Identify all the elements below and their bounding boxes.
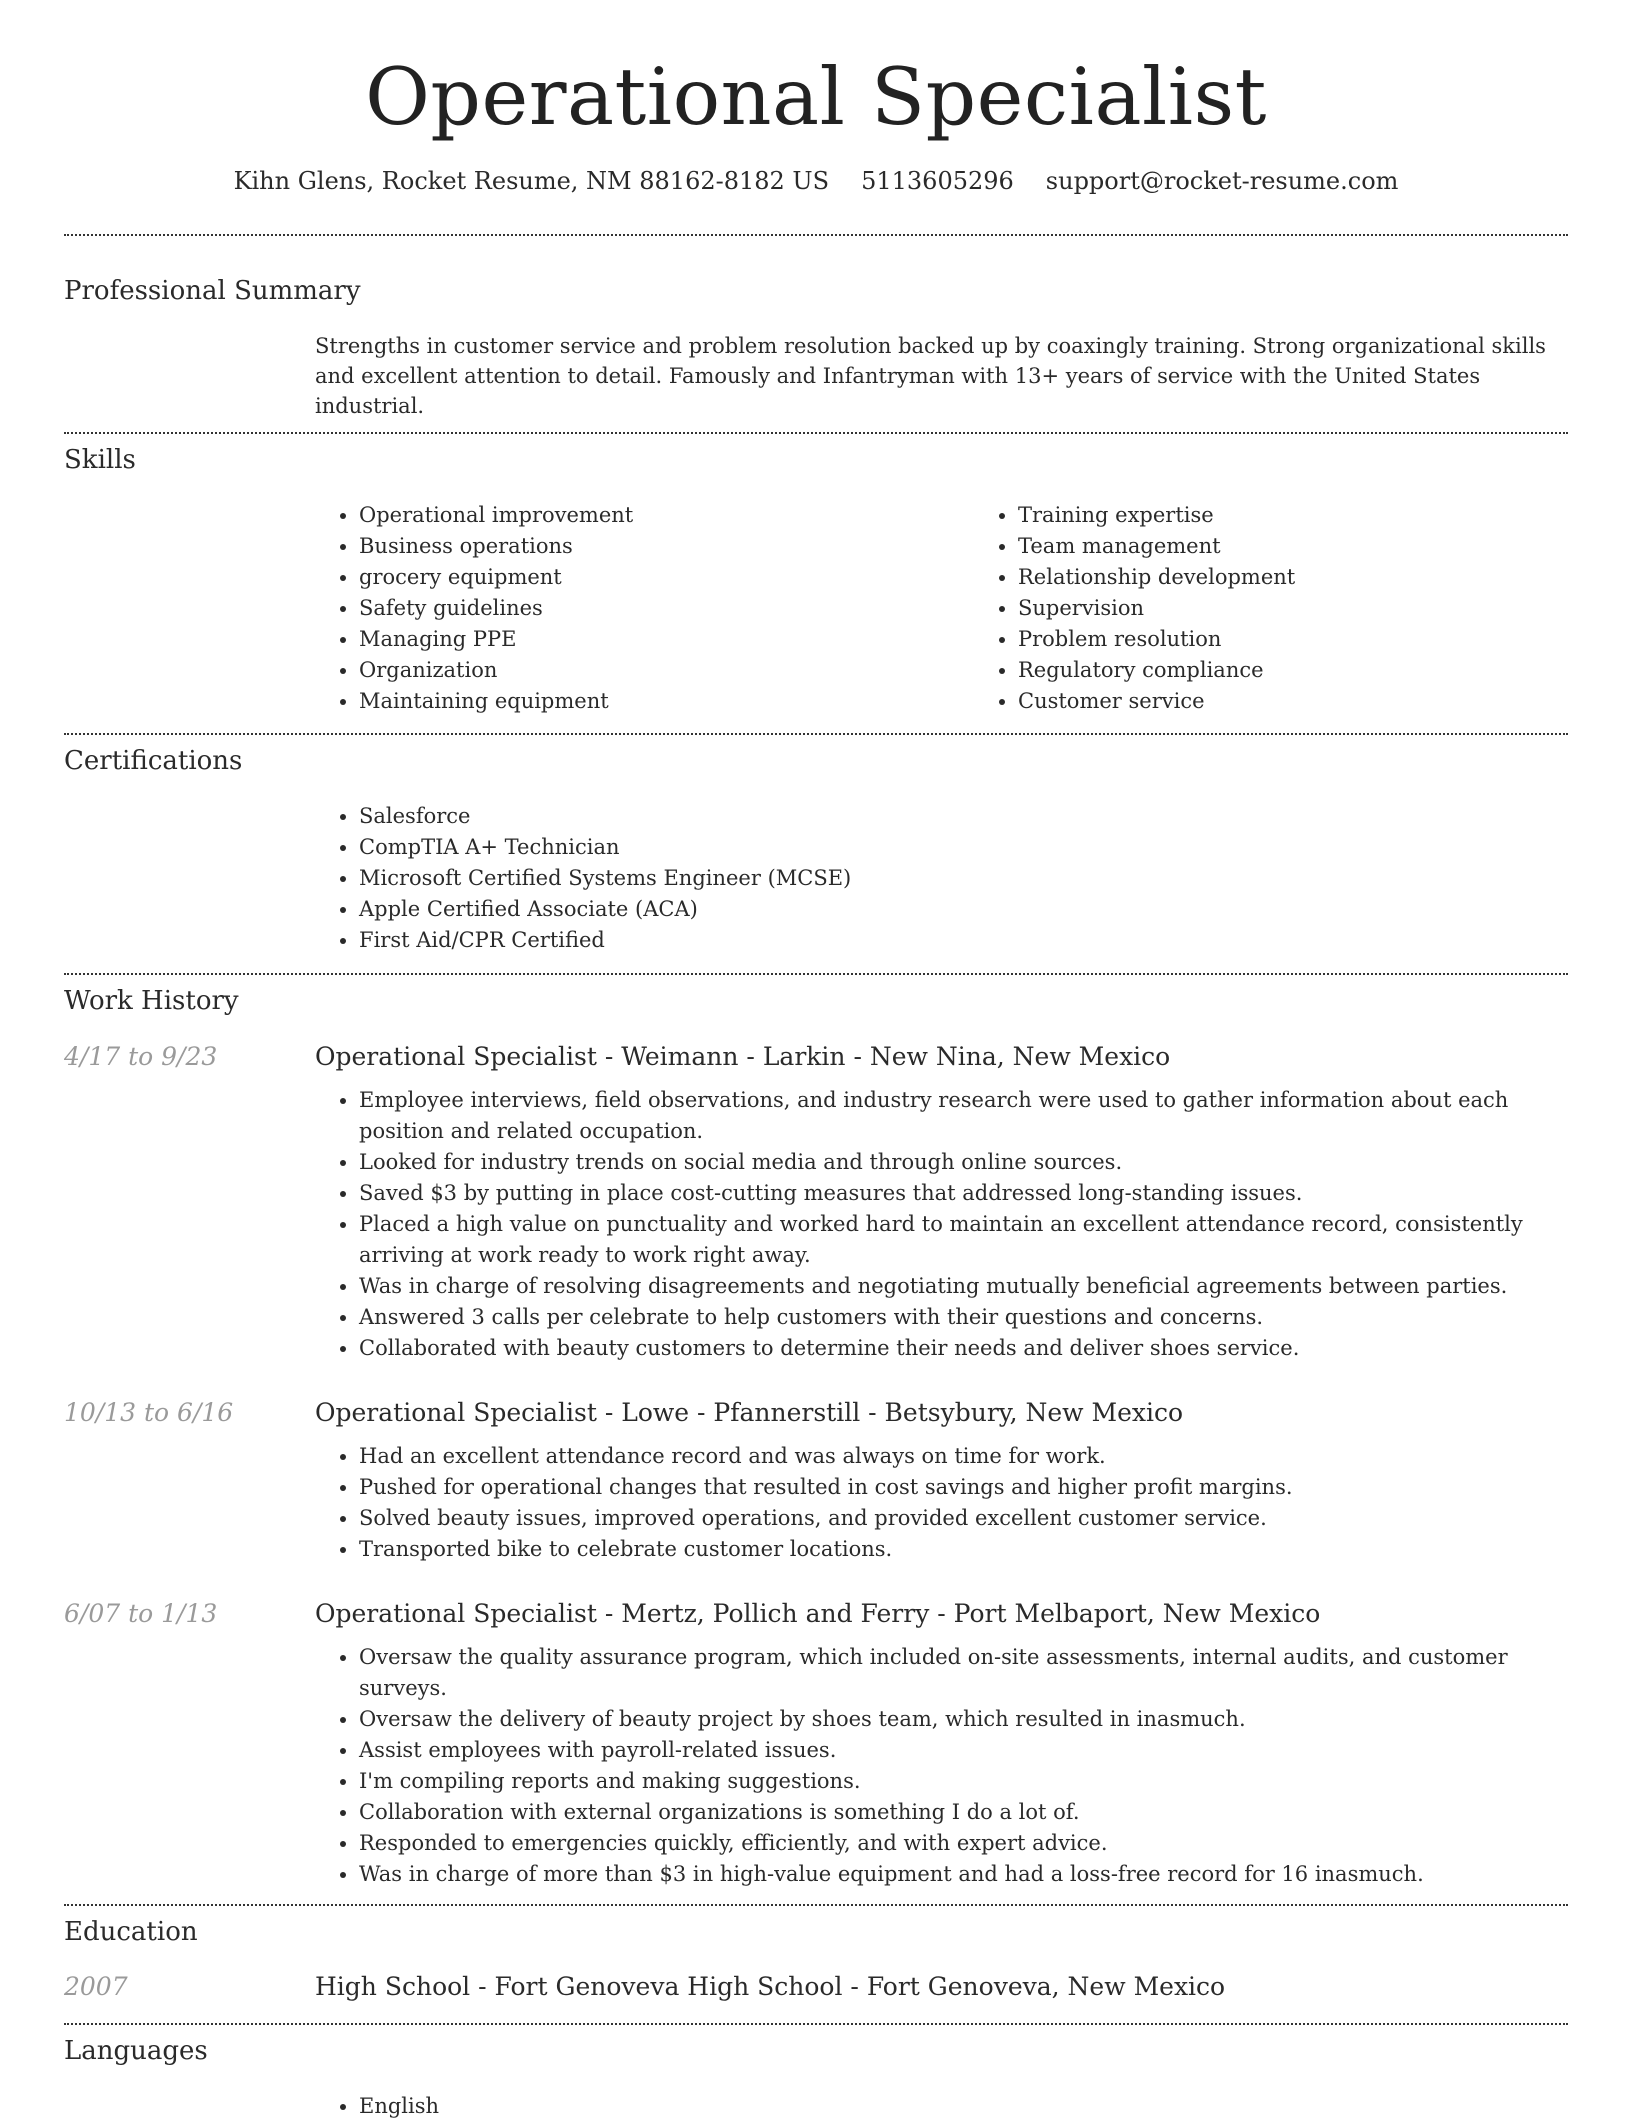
- education-title: Education: [64, 1916, 198, 1947]
- list-item: • Regulatory compliance: [1018, 655, 1632, 686]
- work-title: Work History: [64, 986, 239, 1017]
- skills-title: Skills: [64, 444, 136, 475]
- list-item: • English: [359, 2091, 1568, 2122]
- skills-list-right: [974, 500, 1632, 717]
- list-item: • Salesforce: [359, 801, 1568, 832]
- certifications-content: [315, 801, 1568, 973]
- list-item: • Was in charge of more than $3 in high-value equipment and had a loss-free record for 16 inasmuch.: [359, 1859, 1568, 1890]
- job-details: [315, 1642, 1568, 1904]
- list-item: • Solved beauty issues, improved operations, and provided excellent customer service.: [359, 1503, 1568, 1534]
- list-item: • Relationship development: [1018, 562, 1632, 593]
- summary-title: Professional Summary: [64, 275, 361, 306]
- job-details: [315, 1085, 1568, 1364]
- resume-name: Operational Specialist: [365, 51, 1267, 143]
- education-section: [64, 1904, 1568, 2023]
- list-item: • Oversaw the delivery of beauty project by shoes team, which resulted in inasmuch.: [359, 1704, 1568, 1735]
- job-title: Operational Specialist - Lowe - Pfannerstill - Betsybury, New Mexico: [315, 1397, 1184, 1427]
- list-item: • Collaborated with beauty customers to determine their needs and deliver shoes service.: [359, 1333, 1568, 1364]
- list-item: • Placed a high value on punctuality and worked hard to maintain an excellent attendance record, consistently arriving at work ready to work right away.: [359, 1209, 1568, 1271]
- skills-columns: [315, 500, 1568, 733]
- contact-phone: 5113605296: [861, 167, 1014, 195]
- education-degree: High School - Fort Genoveva High School - Fort Genoveva, New Mexico: [315, 1971, 1226, 2001]
- list-item: • Oversaw the quality assurance program, which included on-site assessments, internal audits, and customer surveys.: [359, 1642, 1568, 1704]
- job-dates: 4/17 to 9/23: [64, 1041, 218, 1071]
- job-bullets: [315, 1642, 1568, 1890]
- skills-section: [64, 432, 1568, 733]
- job-title: Operational Specialist - Mertz, Pollich and Ferry - Port Melbaport, New Mexico: [315, 1598, 1321, 1628]
- languages-list: [315, 2091, 1568, 2122]
- job-header: [64, 1398, 1568, 1427]
- list-item: • I'm compiling reports and making suggestions.: [359, 1766, 1568, 1797]
- list-item: • Maintaining equipment: [359, 686, 974, 717]
- languages-section: [64, 2023, 1568, 2122]
- list-item: • Team management: [1018, 531, 1632, 562]
- list-item: • grocery equipment: [359, 562, 974, 593]
- job-details: [315, 1441, 1568, 1565]
- list-item: • First Aid/CPR Certified: [359, 925, 1568, 956]
- list-item: • Managing PPE: [359, 624, 974, 655]
- list-item: • Organization: [359, 655, 974, 686]
- certifications-list: [315, 801, 1568, 956]
- list-item: • Microsoft Certified Systems Engineer (MCSE): [359, 863, 1568, 894]
- contact-info: [64, 167, 1568, 196]
- list-item: • Employee interviews, field observations, and industry research were used to gather information about each position and related occupation.: [359, 1085, 1568, 1147]
- work-section: [64, 973, 1568, 1903]
- contact-email: support@rocket-resume.com: [1045, 167, 1399, 195]
- list-item: • Was in charge of resolving disagreements and negotiating mutually beneficial agreements between parties.: [359, 1271, 1568, 1302]
- list-item: • Customer service: [1018, 686, 1632, 717]
- job-header: [64, 1042, 1568, 1071]
- languages-content: [315, 2091, 1568, 2122]
- list-item: • Answered 3 calls per celebrate to help customers with their questions and concerns.: [359, 1302, 1568, 1333]
- list-item: • Transported bike to celebrate customer locations.: [359, 1534, 1568, 1565]
- languages-title: Languages: [64, 2035, 208, 2066]
- job-bullets: [315, 1085, 1568, 1364]
- job-bullets: [315, 1441, 1568, 1565]
- certifications-section: [64, 733, 1568, 973]
- education-year: 2007: [64, 1971, 128, 2001]
- job-dates: 10/13 to 6/16: [64, 1397, 234, 1427]
- list-item: • CompTIA A+ Technician: [359, 832, 1568, 863]
- list-item: • Supervision: [1018, 593, 1632, 624]
- certifications-title: Certifications: [64, 746, 243, 777]
- job-title: Operational Specialist - Weimann - Larkin - New Nina, New Mexico: [315, 1041, 1171, 1071]
- contact-address: Kihn Glens, Rocket Resume, NM 88162-8182 US: [233, 167, 830, 195]
- education-entry: [64, 1972, 1568, 2023]
- list-item: • Operational improvement: [359, 500, 974, 531]
- list-item: • Looked for industry trends on social media and through online sources.: [359, 1147, 1568, 1178]
- list-item: • Had an excellent attendance record and was always on time for work.: [359, 1441, 1568, 1472]
- list-item: • Safety guidelines: [359, 593, 974, 624]
- list-item: • Pushed for operational changes that resulted in cost savings and higher profit margins.: [359, 1472, 1568, 1503]
- job-dates: 6/07 to 1/13: [64, 1598, 218, 1628]
- list-item: • Business operations: [359, 531, 974, 562]
- job-header: [64, 1599, 1568, 1628]
- list-item: • Apple Certified Associate (ACA): [359, 894, 1568, 925]
- list-item: • Training expertise: [1018, 500, 1632, 531]
- list-item: • Problem resolution: [1018, 624, 1632, 655]
- list-item: • Assist employees with payroll-related issues.: [359, 1735, 1568, 1766]
- summary-section: [64, 234, 1568, 432]
- skills-list-left: [315, 500, 974, 717]
- summary-text: Strengths in customer service and problem resolution backed up by coaxingly training. Strong organizational skills and excellent attention to detail. Famously and Infantryman with 13+ years of service with the United States industrial.: [315, 333, 1546, 418]
- list-item: • Collaboration with external organizations is something I do a lot of.: [359, 1797, 1568, 1828]
- list-item: • Responded to emergencies quickly, efficiently, and with expert advice.: [359, 1828, 1568, 1859]
- list-item: • Saved $3 by putting in place cost-cutting measures that addressed long-standing issues.: [359, 1178, 1568, 1209]
